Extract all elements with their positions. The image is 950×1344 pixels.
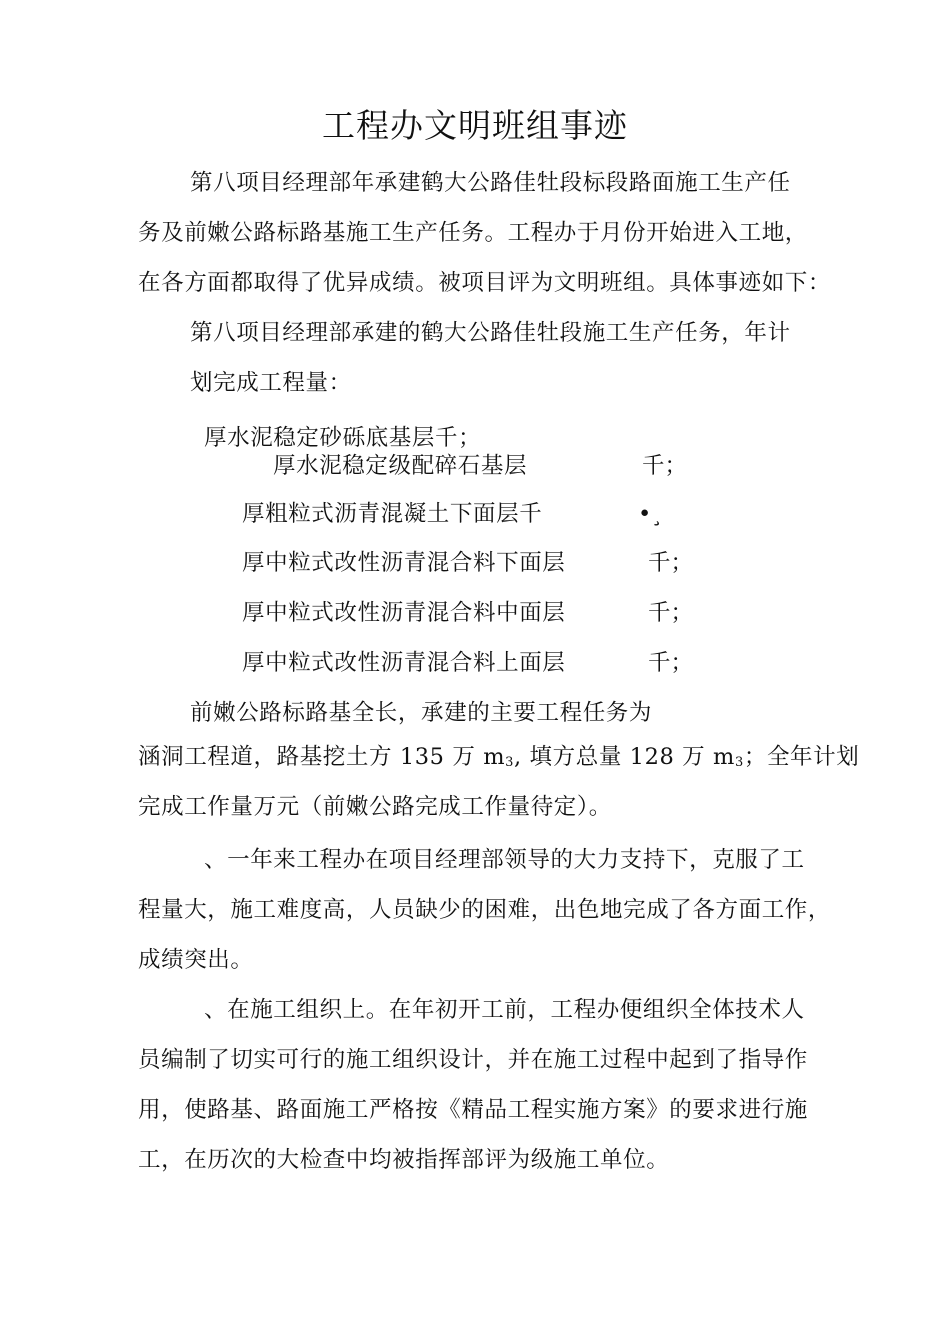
intro-line-1: 第八项目经理部年承建鹤大公路佳牡段标段路面施工生产任 <box>190 170 791 196</box>
plan-line-2: 划完成工程量： <box>190 370 352 396</box>
item-3-unit: •¸ <box>638 501 663 527</box>
item-6-name: 厚中粒式改性沥青混合料上面层 <box>242 650 566 676</box>
para1-line-2: 程量大，施工难度高，人员缺少的困难，出色地完成了各方面工作， <box>138 897 832 923</box>
qiannen-line-1: 前嫩公路标路基全长，承建的主要工程任务为 <box>190 700 653 726</box>
qiannen-text-c: , 填方总量 128 万 m <box>514 744 735 770</box>
item-1-name: 厚水泥稳定砂砾底基层千； <box>204 425 482 451</box>
item-2-unit: 千； <box>642 453 688 479</box>
item-2-name: 厚水泥稳定级配碎石基层 <box>273 453 528 479</box>
para1-line-1: 、一年来工程办在项目经理部领导的大力支持下，克服了工 <box>204 847 805 873</box>
document-title: 工程办文明班组事迹 <box>322 106 628 145</box>
para1-line-3: 成绩突出。 <box>138 947 254 973</box>
intro-line-3: 在各方面都取得了优异成绩。被项目评为文明班组。具体事迹如下： <box>138 270 832 296</box>
plan-line-1: 第八项目经理部承建的鹤大公路佳牡段施工生产任务，年计 <box>190 320 791 346</box>
item-5-name: 厚中粒式改性沥青混合料中面层 <box>242 600 566 626</box>
item-3-name: 厚粗粒式沥青混凝土下面层千 <box>242 501 543 527</box>
cubic-superscript-1: 3 <box>505 755 515 770</box>
item-4-unit: 千； <box>648 550 694 576</box>
item-5-unit: 千； <box>648 600 694 626</box>
para2-line-3: 用，使路基、路面施工严格按《精品工程实施方案》的要求进行施 <box>138 1097 808 1123</box>
item-4-name: 厚中粒式改性沥青混合料下面层 <box>242 550 566 576</box>
cubic-superscript-2: 3 <box>734 755 744 770</box>
qiannen-line-3: 完成工作量万元（前嫩公路完成工作量待定）。 <box>138 794 612 820</box>
para2-line-4: 工，在历次的大检查中均被指挥部评为级施工单位。 <box>138 1147 670 1173</box>
item-6-unit: 千； <box>648 650 694 676</box>
intro-line-2: 务及前嫩公路标路基施工生产任务。工程办于月份开始进入工地， <box>138 220 808 246</box>
qiannen-text-a: 涵洞工程道，路基挖土方 135 万 m <box>138 744 506 770</box>
qiannen-line-2 <box>138 742 859 778</box>
para2-line-1: 、在施工组织上。在年初开工前，工程办便组织全体技术人 <box>204 997 805 1023</box>
para2-line-2: 员编制了切实可行的施工组织设计，并在施工过程中起到了指导作 <box>138 1047 808 1073</box>
qiannen-text-e: ；全年计划 <box>743 744 860 770</box>
